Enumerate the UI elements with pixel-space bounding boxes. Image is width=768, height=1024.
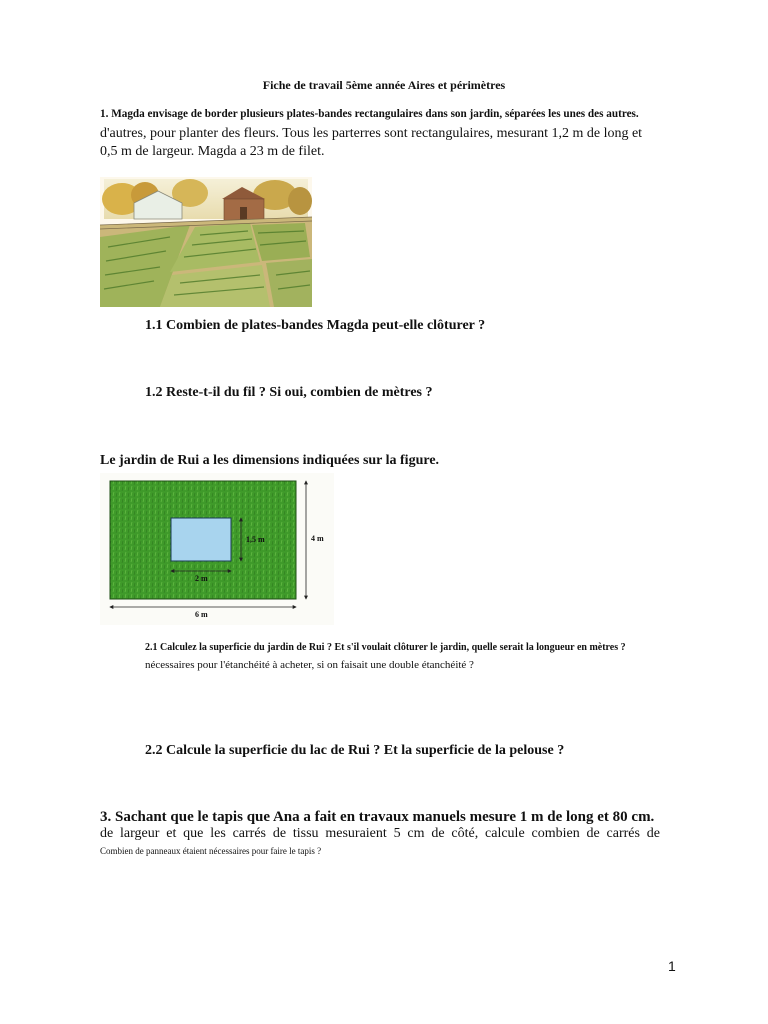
page-number: 1 [668,958,676,974]
lake [171,518,231,561]
exercise2-intro: Le jardin de Rui a les dimensions indiquées sur la figure. [100,453,440,468]
question-2-1-line2: nécessaires pour l'étanchéité à acheter, si on faisait une double étanchéité ? [145,659,474,671]
question-2-2: 2.2 Calcule la superficie du lac de Rui ? Et la superficie de la pelouse ? [145,743,565,758]
garden-illustration [100,177,312,307]
question-2-1-line1: 2.1 Calculez la superficie du jardin de Rui ? Et s'il voulait clôturer le jardin, quelle serait la longueur en mètres ? [145,642,626,653]
garden-drawing [100,177,312,307]
exercise1-line1: 1. Magda envisage de border plusieurs plates-bandes rectangulaires dans son jardin, séparées les unes des autres. [100,108,639,120]
lake-height-label: 1,5 m [246,535,265,544]
exercise3-line3: Combien de panneaux étaient nécessaires pour faire le tapis ? [100,846,322,856]
exercise3-line2: de largeur et que les carrés de tissu mesuraient 5 cm de côté, calcule combien de carrés de [100,826,660,841]
question-1-1: 1.1 Combien de plates-bandes Magda peut-elle clôturer ? [145,318,486,333]
exercise1-line3: 0,5 m de largeur. Magda a 23 m de filet. [100,144,325,159]
page-title: Fiche de travail 5ème année Aires et périmètres [262,78,506,92]
garden-width-label: 6 m [195,610,208,619]
lake-width-label: 2 m [195,574,208,583]
question-1-2: 1.2 Reste-t-il du fil ? Si oui, combien de mètres ? [145,385,433,400]
exercise1-line2: d'autres, pour planter des fleurs. Tous les parterres sont rectangulaires, mesurant 1,2 m de long et [100,126,643,141]
rui-garden-diagram [100,473,334,625]
garden-height-label: 4 m [311,534,324,543]
exercise3-line1: 3. Sachant que le tapis que Ana a fait en travaux manuels mesure 1 m de long et 80 cm. [100,809,655,825]
rui-garden-figure [100,473,334,625]
